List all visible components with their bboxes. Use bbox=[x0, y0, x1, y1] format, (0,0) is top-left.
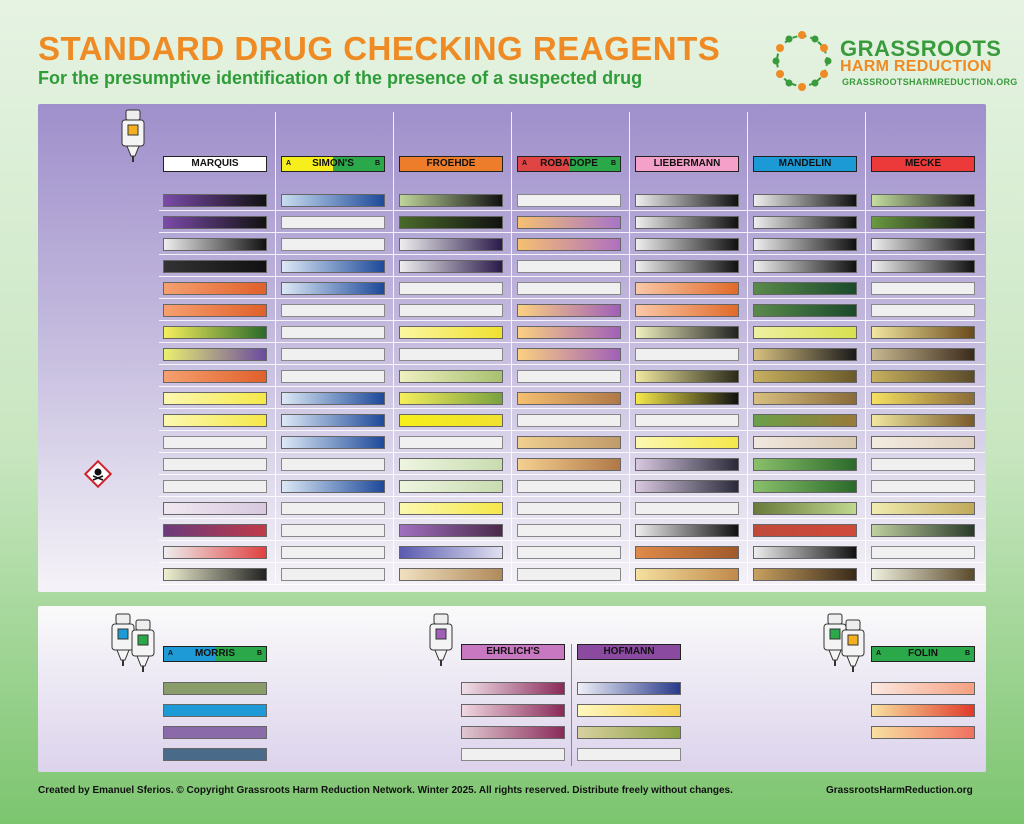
column-divider bbox=[275, 112, 276, 582]
no-reaction-cell bbox=[163, 458, 267, 471]
reagent-name-mandelin bbox=[753, 156, 857, 172]
color-bar bbox=[517, 348, 621, 361]
color-bar bbox=[163, 392, 267, 405]
no-reaction-cell bbox=[871, 458, 975, 471]
color-bar bbox=[163, 326, 267, 339]
no-reaction-cell bbox=[163, 480, 267, 493]
color-bar bbox=[163, 304, 267, 317]
side-a-label: A bbox=[286, 160, 292, 167]
color-bar bbox=[871, 238, 975, 251]
row-divider bbox=[159, 342, 985, 343]
row-divider bbox=[159, 474, 985, 475]
color-bar bbox=[163, 726, 267, 739]
row-divider bbox=[159, 430, 985, 431]
reagent-name-simons bbox=[281, 156, 385, 172]
row-divider bbox=[159, 276, 985, 277]
row-divider bbox=[159, 320, 985, 321]
color-bar bbox=[871, 260, 975, 273]
no-reaction-cell bbox=[163, 436, 267, 449]
no-reaction-cell bbox=[281, 458, 385, 471]
side-a-label: A bbox=[168, 650, 174, 657]
reagent-name-hofmann bbox=[577, 644, 681, 660]
no-reaction-cell bbox=[281, 370, 385, 383]
color-bar bbox=[753, 348, 857, 361]
reagent-label: FOLIN bbox=[908, 648, 938, 659]
color-bar bbox=[163, 260, 267, 273]
color-bar bbox=[871, 216, 975, 229]
no-reaction-cell bbox=[871, 546, 975, 559]
color-bar bbox=[163, 682, 267, 695]
page-title: STANDARD DRUG CHECKING REAGENTS bbox=[38, 30, 721, 67]
column-divider bbox=[571, 644, 572, 766]
color-bar bbox=[399, 524, 503, 537]
no-reaction-cell bbox=[577, 748, 681, 761]
no-reaction-cell bbox=[517, 414, 621, 427]
color-bar bbox=[635, 524, 739, 537]
color-bar bbox=[577, 726, 681, 739]
color-bar bbox=[163, 370, 267, 383]
no-reaction-cell bbox=[399, 348, 503, 361]
color-bar bbox=[871, 502, 975, 515]
color-bar bbox=[753, 194, 857, 207]
color-bar bbox=[753, 502, 857, 515]
color-bar bbox=[635, 392, 739, 405]
row-divider bbox=[159, 210, 985, 211]
poison-warning-icon bbox=[84, 460, 112, 488]
color-bar bbox=[399, 216, 503, 229]
color-bar bbox=[753, 524, 857, 537]
color-bar bbox=[163, 568, 267, 581]
no-reaction-cell bbox=[281, 502, 385, 515]
color-bar bbox=[871, 524, 975, 537]
logo-url[interactable]: GRASSROOTSHARMREDUCTION.ORG bbox=[842, 77, 1018, 87]
marquis-bottle-icon bbox=[120, 108, 146, 164]
color-bar bbox=[517, 238, 621, 251]
color-bar bbox=[871, 414, 975, 427]
color-bar bbox=[753, 238, 857, 251]
color-bar bbox=[871, 348, 975, 361]
color-bar bbox=[635, 326, 739, 339]
no-reaction-cell bbox=[399, 436, 503, 449]
reagent-label: LIEBERMANN bbox=[653, 158, 721, 169]
color-bar bbox=[163, 704, 267, 717]
side-b-label: B bbox=[964, 650, 970, 657]
color-bar bbox=[399, 480, 503, 493]
color-bar bbox=[281, 392, 385, 405]
color-bar bbox=[871, 436, 975, 449]
color-bar bbox=[635, 568, 739, 581]
color-bar bbox=[635, 304, 739, 317]
color-bar bbox=[635, 282, 739, 295]
color-bar bbox=[517, 458, 621, 471]
color-bar bbox=[577, 682, 681, 695]
row-divider bbox=[159, 364, 985, 365]
color-bar bbox=[399, 194, 503, 207]
no-reaction-cell bbox=[517, 260, 621, 273]
reagent-label: FROEHDE bbox=[426, 158, 476, 169]
footer-credit: Created by Emanuel Sferios. © Copyright Grassroots Harm Reduction Network. Winter 2025. All rights reserved. Distribute freely without changes. bbox=[38, 785, 733, 796]
color-bar bbox=[163, 348, 267, 361]
reagent-name-froehde bbox=[399, 156, 503, 172]
color-bar bbox=[517, 392, 621, 405]
color-bar bbox=[753, 414, 857, 427]
color-bar bbox=[753, 436, 857, 449]
row-divider bbox=[159, 562, 985, 563]
color-bar bbox=[577, 704, 681, 717]
color-bar bbox=[635, 436, 739, 449]
color-bar bbox=[281, 414, 385, 427]
reagent-label: MARQUIS bbox=[191, 158, 239, 169]
logo-line-2: HARM REDUCTION bbox=[840, 58, 992, 75]
color-bar bbox=[871, 704, 975, 717]
reagent-name-ehrlichs bbox=[461, 644, 565, 660]
row-divider bbox=[159, 496, 985, 497]
color-bar bbox=[281, 436, 385, 449]
column-divider bbox=[629, 112, 630, 582]
color-bar bbox=[399, 546, 503, 559]
color-bar bbox=[399, 392, 503, 405]
side-b-label: B bbox=[610, 160, 616, 167]
color-bar bbox=[163, 238, 267, 251]
reagent-label: SIMON'S bbox=[312, 158, 354, 169]
no-reaction-cell bbox=[281, 238, 385, 251]
no-reaction-cell bbox=[871, 480, 975, 493]
footer-url[interactable]: GrassrootsHarmReduction.org bbox=[826, 785, 973, 796]
reagent-label: MORRIS bbox=[195, 648, 235, 659]
no-reaction-cell bbox=[517, 370, 621, 383]
color-bar bbox=[753, 480, 857, 493]
no-reaction-cell bbox=[461, 748, 565, 761]
row-divider bbox=[159, 584, 985, 585]
reagent-label: MANDELIN bbox=[778, 158, 832, 169]
color-bar bbox=[517, 326, 621, 339]
ehrlich-bottle-icon bbox=[428, 612, 454, 668]
color-bar bbox=[753, 216, 857, 229]
color-bar bbox=[163, 194, 267, 207]
row-divider bbox=[159, 452, 985, 453]
color-bar bbox=[635, 458, 739, 471]
color-bar bbox=[635, 546, 739, 559]
color-bar bbox=[517, 216, 621, 229]
color-bar bbox=[871, 194, 975, 207]
color-bar bbox=[753, 392, 857, 405]
no-reaction-cell bbox=[635, 348, 739, 361]
color-bar bbox=[517, 304, 621, 317]
color-bar bbox=[163, 502, 267, 515]
color-bar bbox=[871, 392, 975, 405]
color-bar bbox=[871, 726, 975, 739]
side-b-label: B bbox=[374, 160, 380, 167]
row-divider bbox=[159, 386, 985, 387]
side-b-label: B bbox=[256, 650, 262, 657]
color-bar bbox=[753, 370, 857, 383]
color-bar bbox=[635, 370, 739, 383]
color-bar bbox=[399, 326, 503, 339]
logo-line-1: GRASSROOTS bbox=[840, 36, 1002, 61]
color-bar bbox=[281, 480, 385, 493]
color-bar bbox=[461, 726, 565, 739]
morris-bottle-b-icon bbox=[130, 618, 156, 674]
color-bar bbox=[163, 524, 267, 537]
no-reaction-cell bbox=[281, 546, 385, 559]
reagent-name-morris bbox=[163, 646, 267, 662]
reagent-name-robadope bbox=[517, 156, 621, 172]
column-divider bbox=[393, 112, 394, 582]
color-bar bbox=[281, 260, 385, 273]
color-bar bbox=[163, 216, 267, 229]
reagent-label: EHRLICH'S bbox=[486, 646, 540, 657]
page-subtitle: For the presumptive identification of the presence of a suspected drug bbox=[38, 68, 643, 88]
color-bar bbox=[399, 414, 503, 427]
color-bar bbox=[281, 282, 385, 295]
reagent-label: HOFMANN bbox=[603, 646, 655, 657]
color-bar bbox=[635, 480, 739, 493]
color-bar bbox=[871, 568, 975, 581]
color-bar bbox=[461, 682, 565, 695]
color-bar bbox=[635, 194, 739, 207]
column-divider bbox=[865, 112, 866, 582]
color-bar bbox=[399, 502, 503, 515]
column-divider bbox=[511, 112, 512, 582]
color-bar bbox=[871, 682, 975, 695]
column-divider bbox=[747, 112, 748, 582]
row-divider bbox=[159, 518, 985, 519]
row-divider bbox=[159, 298, 985, 299]
logo bbox=[770, 30, 1018, 90]
no-reaction-cell bbox=[281, 216, 385, 229]
no-reaction-cell bbox=[399, 282, 503, 295]
logo-people-ring-icon bbox=[770, 30, 834, 92]
color-bar bbox=[399, 370, 503, 383]
reagent-name-marquis bbox=[163, 156, 267, 172]
no-reaction-cell bbox=[517, 568, 621, 581]
no-reaction-cell bbox=[871, 304, 975, 317]
color-bar bbox=[163, 282, 267, 295]
no-reaction-cell bbox=[281, 524, 385, 537]
color-bar bbox=[871, 326, 975, 339]
color-bar bbox=[753, 304, 857, 317]
color-bar bbox=[517, 436, 621, 449]
color-bar bbox=[635, 260, 739, 273]
no-reaction-cell bbox=[399, 304, 503, 317]
no-reaction-cell bbox=[517, 194, 621, 207]
reagent-name-folin bbox=[871, 646, 975, 662]
no-reaction-cell bbox=[517, 524, 621, 537]
no-reaction-cell bbox=[517, 546, 621, 559]
reagent-name-liebermann bbox=[635, 156, 739, 172]
no-reaction-cell bbox=[635, 414, 739, 427]
color-bar bbox=[753, 326, 857, 339]
row-divider bbox=[159, 232, 985, 233]
color-bar bbox=[871, 370, 975, 383]
color-bar bbox=[163, 748, 267, 761]
folin-bottle-b-icon bbox=[840, 618, 866, 674]
no-reaction-cell bbox=[517, 282, 621, 295]
color-bar bbox=[753, 568, 857, 581]
color-bar bbox=[753, 282, 857, 295]
no-reaction-cell bbox=[281, 304, 385, 317]
row-divider bbox=[159, 254, 985, 255]
color-bar bbox=[461, 704, 565, 717]
color-bar bbox=[753, 458, 857, 471]
reagent-name-mecke bbox=[871, 156, 975, 172]
row-divider bbox=[159, 540, 985, 541]
reagent-label: MECKE bbox=[904, 158, 942, 169]
no-reaction-cell bbox=[281, 568, 385, 581]
color-bar bbox=[753, 546, 857, 559]
no-reaction-cell bbox=[517, 480, 621, 493]
reagent-label: ROBADOPE bbox=[540, 158, 598, 169]
side-a-label: A bbox=[876, 650, 882, 657]
color-bar bbox=[281, 194, 385, 207]
color-bar bbox=[163, 414, 267, 427]
color-bar bbox=[163, 546, 267, 559]
no-reaction-cell bbox=[281, 348, 385, 361]
color-bar bbox=[399, 568, 503, 581]
no-reaction-cell bbox=[635, 502, 739, 515]
side-a-label: A bbox=[522, 160, 528, 167]
no-reaction-cell bbox=[517, 502, 621, 515]
no-reaction-cell bbox=[281, 326, 385, 339]
color-bar bbox=[753, 260, 857, 273]
color-bar bbox=[635, 238, 739, 251]
color-bar bbox=[635, 216, 739, 229]
color-bar bbox=[399, 238, 503, 251]
color-bar bbox=[399, 458, 503, 471]
color-bar bbox=[399, 260, 503, 273]
row-divider bbox=[159, 408, 985, 409]
no-reaction-cell bbox=[871, 282, 975, 295]
